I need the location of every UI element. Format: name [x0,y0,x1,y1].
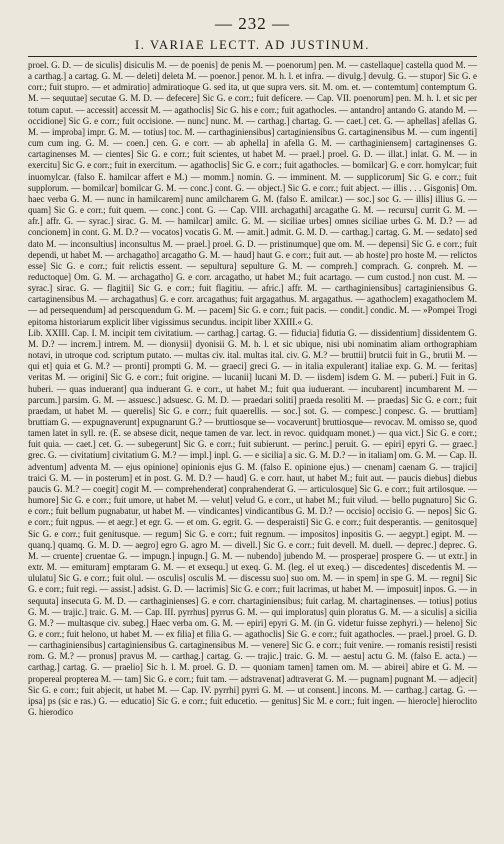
main-text [28,60,477,718]
header-rule [28,56,477,57]
page-number: — 232 — [215,14,290,33]
running-head: I. VARIAE LECTT. AD JUSTINUM. [135,38,370,52]
paragraph-lib-xxii: proel. G. D. — de siculis] disiculis M. — de poenis] de penis M. — poenorum] pen. M. — castellaque] castella quod M. — a carthag.] a cartag. G. M. — deleti] deleta M. — poenor.] penor. M. h. l. et infra. — divulg.] devulg. G. — stupor] Sic G. e corr.; fuit stupro. — et admiratio] admiratioque G. sed ita, ut quе supra vers. sit. M. om. et. — contemtum] contemptum G. M. — sequutae] secutae G. M. D. — defecere] Sic G. e corr.; fuit defícere. — Cap. VII. poenorum] pen. M. h. l. et sic per totum caput. — accessit] accessit M. — agathoclis] Sic G. his e corr.; fuit agathocles. — antandro] antando G. atando M. — occidione] Sic G. e corr.; fuit occisione. — nunc] nunc. M. — carthag.] chartag. G. — caet.] cet. G. — aphellas] afellas G. M. — improba] impr. G. M. — totius] toc. M. — carthaginiensibus] cartaginiensibus G. cartaginensibus M. — cum ingenti] cum cum ing. G. M. — coen.] cen. G. e corr. — ab aphella] in afella G. M. — carthaginiensem] cartaginenses G. cartaginenses M. — cientes] Sic G. e corr.; fuit scientes, ut habet M. — prael.] proel. G. D. — illat.] inlat. G. M. — in exercitu] Sic G. e corr.; fuit in exercitum. — agathoclis] Sic G. e corr.; fuit agathocles. — bomilcar] G. e corr. homylcar; fuit inuomylcar. (falso E. hamilcar affert e M.) — momm.] nomin. G. — imminent. M. — supplicorum] Sic G. e corr.; fuit supplorum. — bomilcar] bomilcar G. M. — conc.] cont. G. — object.] Sic G. e corr.; fuit abject. — illis . . . Gisgonis] Om. haec verba G. M. — nunc in hamilcarem] nunc amilcharem G. M. (falso E. amilcar.) — soc.] soc G. — illis] illius G. — quam] Sic G. e corr.; fuit quem. — conc.] cont. G. — Cap. VIII. archagathi] arcagathe G. M. — recursu] currit G. M. — afr.] affr. G. — syrac.] sirac. G. M. — hamilcar] amilc. G. M. — siciliae urbes] omnes siciliae urbes G. M. D.? — ad concionem] in cont. G. M. D.? — vocatos] vocatis G. M. — amit.] admit. G. M. D. — carthag.] cartag. G. M. — sedato] sed dato M. — inconsultius] inconsultus M. — prael.] proel. G. D. — pristinumque] que om. M. — depensi] Sic G. e corr.; fuit dependi, ut habet M. — archagatho] arcagatho G. M. — haud] haut G. e corr.; fuit aut. — ab hoste] pro hoste M. — relictos esse] Sic G. e corr.; fuit relictis essent. — sepultura] sepulture G. M. — compreh.] comprach. G. conpreh. M. — reductoque] Om. G. M. — archagatho] G. e corr. arcagatho, ut habet M.; fuit acartago. — cum custod.] non cust. M. — syrac.] sirac. G. — flagitii] Sic G. e corr.; fuit flagitiu. — afric.] affr. M. — carthaginiensibus] cartaginiensibus G. cartaginensibus M. — archagathus] G. e corr. arcagathus; fuit argagathus. M. argagathus. — agathoclem] exagathoclem M. — ad persequendum] ad perscquendum G. M. — pacem] Sic G. e corr.; fuit pacis. — condit.] condic. M. — »Pompei Trogi epitoma historiarum explicit liber vigissimus secundus. incipit liber XXIII.« G. [28,60,477,327]
paragraph-lib-xxiii: Lib. XXIII. Cap. I. M. incipit tem civitatium. — carthag.] cartag. G. — fiducia] fidutia G. — dissidentium] dissidentem G. M. D.? — increm.] intrem. M. — dionysii] dyonisii G. M. h. l. et sic ubique, nisi ubi nominatim aliam orthographiam notavi, in utroque cod. scriptum putato. — multas civ. ital. multas ital. civ. G. M.? — bruttii] brutcii fuit in G., brutii M. — qui et] quia et G. M.? — pronti] prompti G. M. — graeci] greci G. — in italia expulerant] italiae exp. G. M. — feritas] veritas M. — origini] Sic G. e corr.; fuit origine. — lucanii] lucani M. D. — iisdem] isdem G. M. — puberi.] Fuit in G. huberi. — quas induerant] qua induerant G. e corr., ut habet M.; fuit qua iuduerant. — incubarent] incumbarent M. — parcum.] parsim. G. M. — assuesc.] adsuesc. G. M. D. — praedari soliti] praeda resoliti M. — praedas] Sic G. e corr.; fuit praedam, ut habet M. — querelis] Sic G. e corr.; fuit quaerellis. — soc.] sot. G. — compesc.] conpesc. G. — bruttiam] bruttiam G. — expugnaverunt] expugnarunt G.? — bruttiosque se— vocaverunt] bruttiosque— revocav. M. omisso se, quod tamen latet in syll. re. (E. se absese dicit, neque tamen de var. lect. in revoc. quidquam monet.) — qua vict.] Sic G. e corr.; fuit quia. — caet.] cet. G. — subegerunt] Sic G. e corr.; fuit subierunt. — perinc.] peruit. G. — epiri] epyri G. — graec.] grec. G. — civitatium] civitatium G. M.? — impl.] inpl. G. — e sicilia] a sic. G. M. D.? — in italiam] om. G. M. — Cap. II. adventum] adventa M. — ejus opinione] opinionis ejus G. M. (falso E. opinione ejus.) — cnenam] caenam G. — trajici] traici G. M. — in posterum] et in post. G. M. D.? — haud] G. e corr. haut, ut habet M.; fuit aut. — paucis diebus] diebus paucis G. M.? — coegit] cogit M. — comprehenderat] conprahenderat G. — articulosque] Sic G. e corr.; fuit artilosque. — humore] Sic G. e corr.; fuit umore, ut habet M. — velut] velud G. e corr., ut habet M.; fuit vilud. — bello pugnaturo] Sic G. e corr.; fuit bellum pugnabatur, ut habet M. — vindicantes] vindicantibus G. M. D.? — occisio] occisio G. — nepos] Sic G. e corr.; fuit ngpus. — et aegr.] et egr. G. — et om. G. egrit. G. — desperaisti] Sic G. e corr.; fuit desperantis. — genitosque] Sic G. e corr.; fuit genitusque. — regum] Sic G. e corr.; fuit regnum. — impositos] inpositis G. — aegypt.] egipt. M. — quanq.] quamq. G. M. D. — aegro] egro G. agro M. — divell.] Sic G. e corr.; fuit devell. M. duell. — deprec.] deprec. G. M. — cruente] cruentae G. — impugn.] inpugn.] G. M. — nubendo] jubendo M. — prosperae] prospere G. — ut extr.] in extr. M. — emituram] emptaram G. M. — et exsequ.] ut exeq. G. M. (leg. el ut exeq.) — discedentes] discedentis M. — ululatu] Sic G. e corr.; fuit olul. — osculis] osculis M. — discessu suo] suo om. M. — in spem] in spe G. M. — regni] Sic G. e corr.; fuit regi. — assist.] adsist. G. D. — lacrimis] Sic G. e corr.; fuit lacrimas, ut habet M. — imposuit] inpos. G. — in sequuta] insecuta G. M. D. — carthaginienses] G. e corr. chartaginiensibus; fuit carlag. M. chartaginenses. — totius] potius G. M. — trajic.] traic. G. M. — Cap. III. pyrrhus] pyrrus G. M. — qui imploratus] quin ploratus G. M. — a siculis] a sicilia G. M.? — multasque civ. subeg.] Haec verba om. G. M. — epiri] epyri G. M. (in G. videtur fuisse zephyri.) — heleno] Sic G. e corr.; fuit helono, ut habet M. — ex filia] et filia G. — agathoclis] Sic G. e corr.; fuit agathocles. — prael.] proel. G. D. — carthaginiensibus] cartaginiensibus G. cartaginensibus M. — venere] Sic G. e corr.; fuit venire. — romanis resisti] resisti rom. G. M.? — pronus] pravus M. — carthag.] cartag. G. — trajic.] traic. G. M. — aestu] actu G. M. (falso E. acta.) — carthag.] cartag. G. — praelio] Sic h. l. M. proel. G. D. — quoniam tamen] tamen om. M. — abirei] abire et G. M. — propereal propterea M. — tam] Sic G. e corr.; fuit tam. — adstravenat] adtraverat G. M. — pugnam] pugnant M. — adjecit] Sic G. e corr.; fuit abjecit, ut habet M. — Cap. IV. pyrrhi] pyrri G. M. — ut consent.] incons. M. — carthag.] cartag. G. — ipsa] ps (sic e ras.) G. — educatio] Sic G. e corr.; fuit educetio. — genitus] Sic M. e corr.; fuit ingen. — hierocle] hieroclito G. hierodico [28,327,477,718]
